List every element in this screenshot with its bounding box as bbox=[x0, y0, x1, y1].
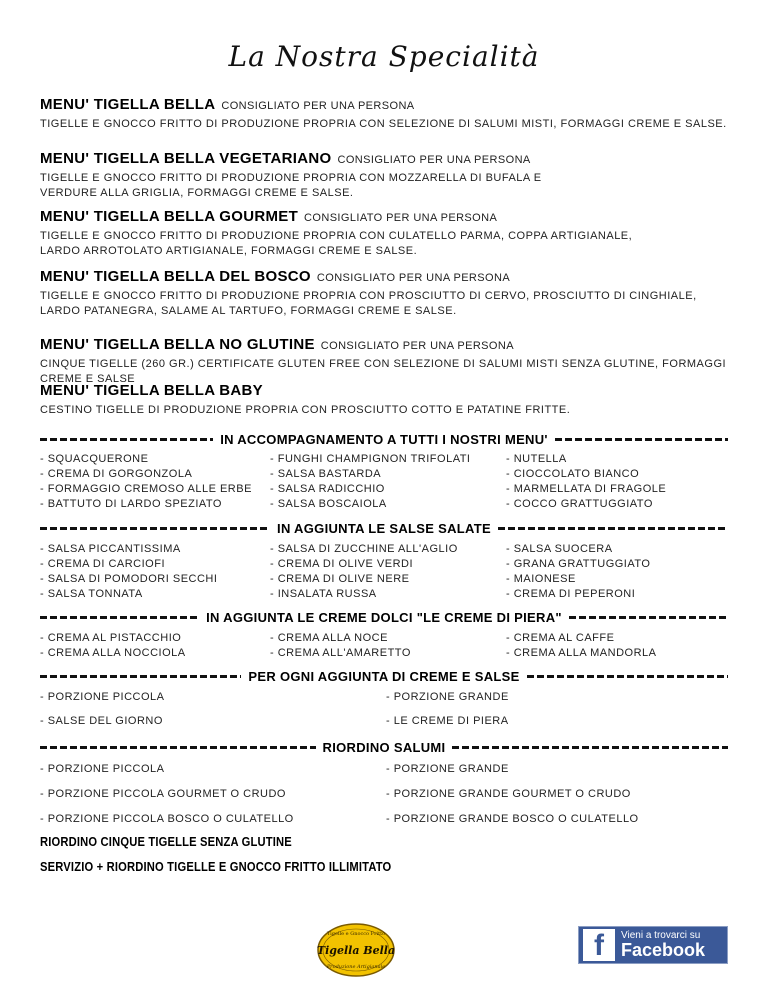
menu-item-name: MENU' TIGELLA BELLA GOURMET bbox=[40, 208, 299, 225]
accompaniment-list bbox=[40, 452, 740, 512]
list-item: - CREMA DI CARCIOFI bbox=[40, 558, 166, 570]
facebook-label: Facebook bbox=[621, 940, 706, 960]
page-title: La Nostra Specialità bbox=[228, 40, 540, 73]
section-title: IN AGGIUNTA LE CREME DOLCI "LE CREME DI PIERA" bbox=[206, 609, 562, 625]
section-title: IN AGGIUNTA LE SALSE SALATE bbox=[277, 520, 491, 536]
price-row-right: - PORZIONE GRANDE BOSCO O CULATELLO bbox=[386, 813, 639, 825]
list-item: - FUNGHI CHAMPIGNON TRIFOLATI bbox=[270, 453, 471, 465]
price-row-left: - SALSE DEL GIORNO bbox=[40, 715, 163, 727]
menu-item-description: TIGELLE E GNOCCO FRITTO DI PRODUZIONE PROPRIA CON PROSCIUTTO DI CERVO, PROSCIUTTO DI CINGHIALE, LARDO PATANEGRA, SALAME AL TARTUFO, FORMAGGI CREME E SALSE. bbox=[40, 290, 697, 317]
menu-item-description: CESTINO TIGELLE DI PRODUZIONE PROPRIA CON PROSCIUTTO COTTO E PATATINE FRITTE. bbox=[40, 404, 571, 416]
list-item: - CREMA DI OLIVE VERDI bbox=[270, 558, 414, 570]
facebook-badge[interactable] bbox=[578, 926, 728, 964]
sweet-creams-list bbox=[40, 631, 740, 661]
list-item: - BATTUTO DI LARDO SPEZIATO bbox=[40, 498, 222, 510]
price-row-right: - PORZIONE GRANDE GOURMET O CRUDO bbox=[386, 788, 631, 800]
menu-item-name: MENU' TIGELLA BELLA VEGETARIANO bbox=[40, 150, 332, 167]
list-item: - CREMA DI GORGONZOLA bbox=[40, 468, 193, 480]
section-title: RIORDINO SALUMI bbox=[322, 739, 446, 755]
menu-item-note: CONSIGLIATO PER UNA PERSONA bbox=[221, 100, 415, 112]
list-item: - CREMA DI OLIVE NERE bbox=[270, 573, 410, 585]
section-divider-sweet-creams bbox=[40, 608, 728, 626]
list-item: - CREMA ALLA NOCE bbox=[270, 632, 388, 644]
logo-name: Tigella Bella bbox=[316, 944, 396, 957]
list-item: - CREMA ALLA NOCCIOLA bbox=[40, 647, 186, 659]
list-item: - SALSA DI ZUCCHINE ALL'AGLIO bbox=[270, 543, 458, 555]
logo-top-text: Tigelle e Gnocco Fritto bbox=[326, 931, 386, 937]
menu-item-description: CINQUE TIGELLE (260 GR.) CERTIFICATE GLUTEN FREE CON SELEZIONE DI SALUMI MISTI SENZA GLUTINE, FORMAGGI CREME E SALSE bbox=[40, 358, 727, 385]
list-item: - INSALATA RUSSA bbox=[270, 588, 377, 600]
section-divider-salty-sauces bbox=[40, 519, 728, 537]
menu-item-description: TIGELLE E GNOCCO FRITTO DI PRODUZIONE PROPRIA CON CULATELLO PARMA, COPPA ARTIGIANALE, LARDO ARROTOLATO ARTIGIANALE, FORMAGGI CREME E SALSE. bbox=[40, 230, 633, 257]
list-item: - CIOCCOLATO BIANCO bbox=[506, 468, 640, 480]
logo-bottom-text: Produzione Artigianale bbox=[326, 964, 386, 970]
price-row-left: - PORZIONE PICCOLA bbox=[40, 763, 165, 775]
list-item: - SALSA DI POMODORI SECCHI bbox=[40, 573, 218, 585]
menu-item-name: MENU' TIGELLA BELLA NO GLUTINE bbox=[40, 336, 315, 353]
price-row-left: - PORZIONE PICCOLA bbox=[40, 691, 165, 703]
list-item: - CREMA ALLA MANDORLA bbox=[506, 647, 657, 659]
list-item: - SALSA TONNATA bbox=[40, 588, 143, 600]
menu-item bbox=[40, 266, 740, 319]
list-item: - CREMA AL PISTACCHIO bbox=[40, 632, 182, 644]
facebook-icon: f bbox=[583, 929, 615, 961]
list-item: - SALSA PICCANTISSIMA bbox=[40, 543, 181, 555]
price-row-right: - LE CREME DI PIERA bbox=[386, 715, 509, 727]
list-item: - CREMA DI PEPERONI bbox=[506, 588, 636, 600]
menu-item-note: CONSIGLIATO PER UNA PERSONA bbox=[316, 272, 511, 284]
price-row-right: - PORZIONE GRANDE bbox=[386, 763, 509, 775]
menu-item bbox=[40, 380, 740, 418]
price-row-left: - PORZIONE PICCOLA BOSCO O CULATELLO bbox=[40, 813, 294, 825]
menu-item-name: MENU' TIGELLA BELLA BABY bbox=[40, 382, 263, 399]
list-item: - CREMA AL CAFFE bbox=[506, 632, 615, 644]
menu-item-note: CONSIGLIATO PER UNA PERSONA bbox=[304, 212, 498, 224]
extra-gluten-free: RIORDINO CINQUE TIGELLE SENZA GLUTINE bbox=[40, 834, 292, 849]
menu-item-note: CONSIGLIATO PER UNA PERSONA bbox=[337, 154, 531, 166]
section-divider-accompaniment bbox=[40, 430, 728, 448]
tigella-bella-logo bbox=[316, 922, 396, 978]
menu-item bbox=[40, 206, 740, 259]
section-title: PER OGNI AGGIUNTA DI CREME E SALSE bbox=[248, 668, 520, 684]
list-item: - FORMAGGIO CREMOSO ALLE ERBE bbox=[40, 483, 252, 495]
list-item: - SQUACQUERONE bbox=[40, 453, 149, 465]
menu-item-note: CONSIGLIATO PER UNA PERSONA bbox=[320, 340, 514, 352]
menu-item bbox=[40, 148, 740, 201]
list-item: - SALSA BOSCAIOLA bbox=[270, 498, 387, 510]
menu-item-description: TIGELLE E GNOCCO FRITTO DI PRODUZIONE PROPRIA CON MOZZARELLA DI BUFALA E VERDURE ALLA GRIGLIA, FORMAGGI CREME E SALSE. bbox=[40, 172, 542, 199]
salty-sauces-list bbox=[40, 542, 740, 602]
list-item: - COCCO GRATTUGGIATO bbox=[506, 498, 653, 510]
list-item: - SALSA SUOCERA bbox=[506, 543, 613, 555]
price-row-left: - PORZIONE PICCOLA GOURMET O CRUDO bbox=[40, 788, 286, 800]
list-item: - SALSA BASTARDA bbox=[270, 468, 382, 480]
menu-item-name: MENU' TIGELLA BELLA DEL BOSCO bbox=[40, 268, 311, 285]
list-item: - GRANA GRATTUGGIATO bbox=[506, 558, 651, 570]
extra-unlimited: SERVIZIO + RIORDINO TIGELLE E GNOCCO FRITTO ILLIMITATO bbox=[40, 859, 392, 874]
section-divider-reorder bbox=[40, 738, 728, 756]
list-item: - CREMA ALL'AMARETTO bbox=[270, 647, 411, 659]
menu-item bbox=[40, 94, 740, 132]
list-item: - SALSA RADICCHIO bbox=[270, 483, 385, 495]
facebook-tagline: Vieni a trovarci su bbox=[621, 930, 701, 941]
section-title: IN ACCOMPAGNAMENTO A TUTTI I NOSTRI MENU' bbox=[220, 431, 548, 447]
menu-item-name: MENU' TIGELLA BELLA bbox=[40, 96, 216, 113]
menu-item-description: TIGELLE E GNOCCO FRITTO DI PRODUZIONE PROPRIA CON SELEZIONE DI SALUMI MISTI, FORMAGGI CREME E SALSE. bbox=[40, 118, 727, 130]
list-item: - NUTELLA bbox=[506, 453, 567, 465]
section-divider-extra-creams bbox=[40, 667, 728, 685]
list-item: - MAIONESE bbox=[506, 573, 576, 585]
list-item: - MARMELLATA DI FRAGOLE bbox=[506, 483, 667, 495]
price-row-right: - PORZIONE GRANDE bbox=[386, 691, 509, 703]
